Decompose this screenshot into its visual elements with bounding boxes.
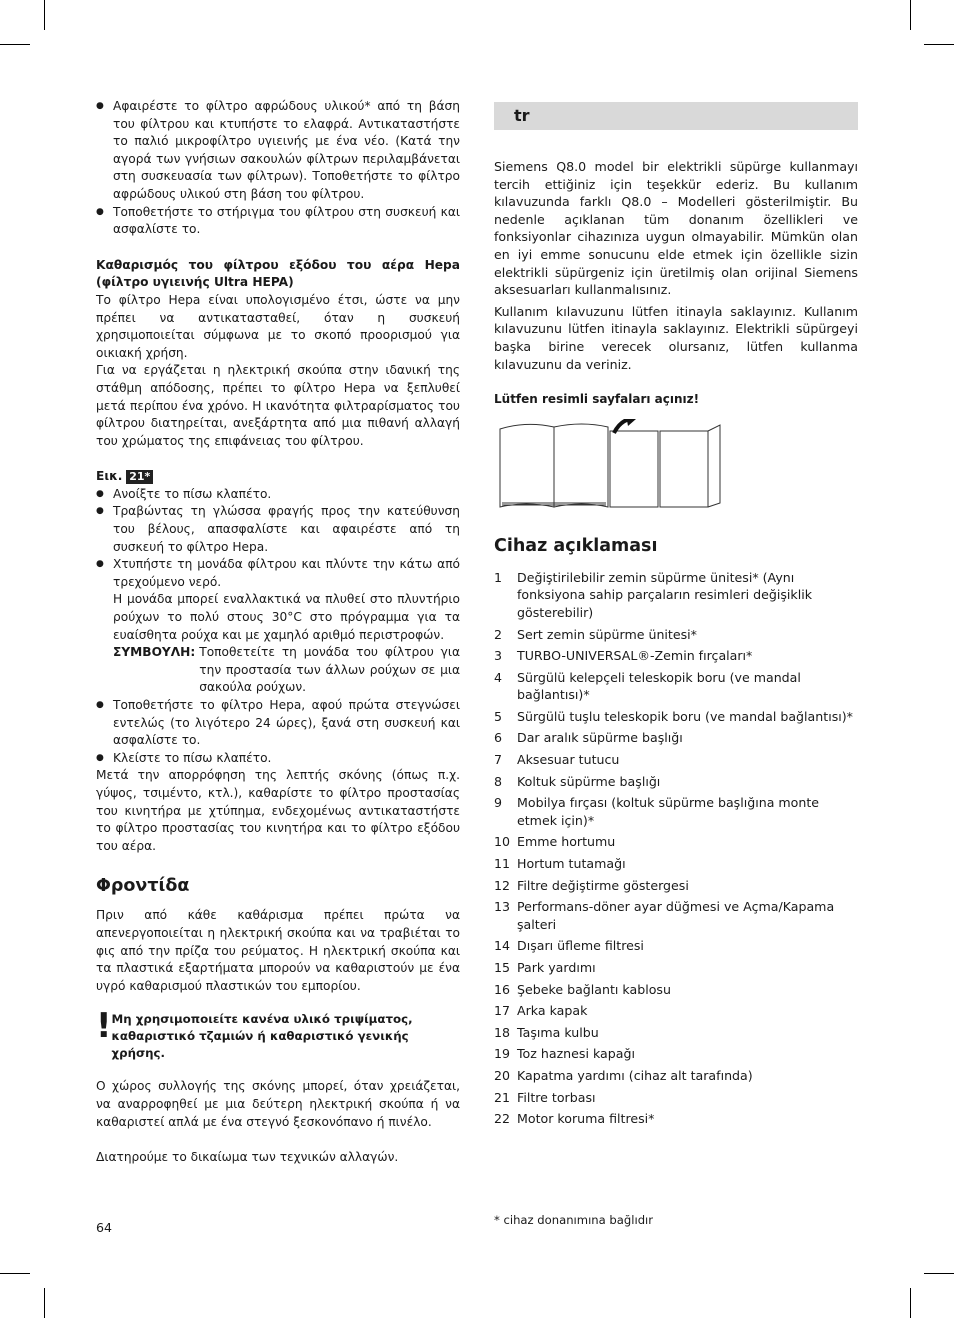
figure-number-badge: 21* xyxy=(126,470,153,484)
warning-text: Μη χρησιμοποιείτε κανένα υλικό τριψίματος, καθαριστικό τζαμιών ή καθαριστικό γενικής χρήσης. xyxy=(111,1012,413,1061)
list-item: 6 Dar aralık süpürme başlığı xyxy=(494,730,683,746)
paragraph: Το φίλτρο Hepa είναι υπολογισμένο έτσι, ώστε να μην πρέπει να αντικατασταθεί, όταν η συσκευή χρησιμοποιείται σύμφωνα με το σκοπό προορισμού για οικιακή χρήση. xyxy=(96,292,460,360)
list-item: 19 Toz haznesi kapağı xyxy=(494,1046,635,1062)
crop-mark xyxy=(910,0,911,30)
paragraph: Ο χώρος συλλογής της σκόνης μπορεί, όταν χρειάζεται, να αναρροφηθεί με μια δεύτερη ηλεκτρική σκούπα ή να καθαριστεί απλά με ένα στεγνό ξεσκονόπανο ή πινέλο. xyxy=(96,1079,460,1129)
paragraph: Kullanım kılavuzunu lütfen itinayla saklayınız. Kullanım kılavuzunu lütfen itinayla saklayınız. Elektrikli süpürgeyi başka birine verecek olursanız, lütfen kullanma kılavuzunu da veriniz. xyxy=(494,303,858,372)
list-item: 20 Kapatma yardımı (cihaz alt tarafında) xyxy=(494,1067,753,1083)
paragraph: Μετά την απορρόφηση της λεπτής σκόνης (όπως π.χ. γύψος, τσιμέντο, κτλ.), καθαρίστε το φίλτρο προστασίας του κινητήρα με χτύπημα, ενδεχομένως αντικαταστήστε το φίλτρο προστασίας του κινητήρα και το φίλτρο εξόδου του αέρα. xyxy=(96,768,460,853)
language-bar: tr xyxy=(494,102,858,130)
list-item: 17 Arka kapak xyxy=(494,1003,588,1019)
section-title: Cihaz açıklaması xyxy=(494,535,658,556)
crop-mark xyxy=(924,1273,954,1274)
tip-text: Τοποθετείτε τη μονάδα του φίλτρου για την προστασία των άλλων ρούχων σε μια σακούλα ρούχων. xyxy=(199,645,460,695)
list-item: ● Τοποθετήστε το φίλτρο Hepa, αφού πρώτα στεγνώσει εντελώς (το λιγότερο 24 ώρες), ξανά στη συσκευή και ασφαλίστε το. xyxy=(96,697,460,750)
list-item: 21 Filtre torbası xyxy=(494,1089,596,1105)
paragraph: Siemens Q8.0 model bir elektrikli süpürge kullanmayı tercih ettiğiniz için teşekkür ederiz. Bu kullanım kılavuzunda farklı Q8.0 – Modelleri gösterilmiştir. Bu nedenle açıklanan tüm donanım özellikleri ve fonksiyonlar cihazınıza uygun olmayabilir. Mümkün olan en iyi emme sonucunu elde etmek için özellikle sizin elektrikli süpürgeniz için üretilmiş olan orijinal Siemens aksesuarları kullanmalısınız. xyxy=(494,159,858,298)
turkish-column xyxy=(494,98,858,1132)
page-number: 64 xyxy=(96,1220,113,1235)
figure-reference xyxy=(96,468,460,486)
crop-mark xyxy=(924,44,954,45)
paragraph: Πριν από κάθε καθάρισμα πρέπει πρώτα να απενεργοποιείται η ηλεκτρική σκούπα και να τραβιέται το φις από την πρίζα του ρεύματος. Η ηλεκτρική σκούπα και τα πλαστικά εξαρτήματα μπορούν να καθαριστούν με ένα υγρό καθαρισμού πλαστικών του εμπορίου. xyxy=(96,908,460,993)
crop-mark xyxy=(910,1288,911,1318)
list-item: 8 Koltuk süpürme başlığı xyxy=(494,773,661,789)
list-item: 2 Sert zemin süpürme ünitesi* xyxy=(494,626,697,642)
footnote: * cihaz donanımına bağlıdır xyxy=(494,1213,654,1227)
hepa-heading: Καθαρισμός του φίλτρου εξόδου του αέρα Hepa (φίλτρο υγιεινής Ultra HEPA) xyxy=(96,257,460,290)
list-item: 4 Sürgülü kelepçeli teleskopik boru (ve mandal bağlantısı)* xyxy=(494,669,801,703)
open-pages-illustration xyxy=(496,419,726,509)
care-heading: Φροντίδα xyxy=(96,876,190,897)
list-item: 15 Park yardımı xyxy=(494,960,596,975)
list-item: ● Αφαιρέστε το φίλτρο αφρώδους υλικού* από τη βάση του φίλτρου και κτυπήστε το ελαφρά. Αντικαταστήστε το παλιό μικροφίλτρο υγιεινής με ένα νέο. (Κατά την αγορά των γνήσιων σακουλών φίλτρων περιλαμβάνεται στη συσκευασία των φίλτρων). Τοποθετήστε το φίλτρο αφρώδους υλικού στη βάση του φίλτρου. xyxy=(96,98,460,204)
greek-column xyxy=(96,98,460,1167)
list-item: 3 TURBO-UNIVERSAL®-Zemin fırçaları* xyxy=(494,648,753,664)
crop-mark xyxy=(0,1273,30,1274)
list-item: 1 Değiştirilebilir zemin süpürme ünitesi* (Aynı fonksiyona sahip parçaların resimleri değişiklik gösterebilir) xyxy=(494,569,813,620)
list-item: 10 Emme hortumu xyxy=(494,834,616,850)
book-right-page xyxy=(554,424,608,507)
fold-page-3 xyxy=(708,425,720,507)
list-item: ● Τοποθετήστε το στήριγμα του φίλτρου στη συσκευή και ασφαλίστε το. xyxy=(96,204,460,239)
list-item: 14 Dışarı üfleme filtresi xyxy=(494,938,644,954)
tip xyxy=(96,644,460,697)
crop-mark xyxy=(0,44,30,45)
list-item: 12 Filtre değiştirme göstergesi xyxy=(494,877,689,893)
figure-label: Εικ. xyxy=(96,469,123,484)
list-item: ● Χτυπήστε τη μονάδα φίλτρου και πλύντε την κάτω από τρεχούμενο νερό. xyxy=(96,556,460,591)
list-item: 7 Aksesuar tutucu xyxy=(494,752,620,768)
list-item: ● Κλείστε το πίσω κλαπέτο. xyxy=(96,750,460,768)
book-left-page xyxy=(500,424,554,507)
list-item: ● Τραβώντας τη γλώσσα φραγής προς την κατεύθυνση του βέλους, απασφαλίστε και αφαιρέστε από τη συσκευή το φίλτρο Hepa. xyxy=(96,503,460,556)
list-item: 9 Mobilya fırçası (koltuk süpürme başlığına monte etmek için)* xyxy=(494,795,820,828)
list-item: ● Ανοίξτε το πίσω κλαπέτο. xyxy=(96,486,460,504)
warning-box xyxy=(96,1006,460,1062)
list-item: 16 Şebeke bağlantı kablosu xyxy=(494,981,671,997)
fold-page-2 xyxy=(660,431,708,507)
paragraph: Για να εργάζεται η ηλεκτρική σκούπα στην ιδανική της στάθμη απόδοσης, πρέπει το φίλτρο Hepa να ξεπλυθεί μετά περίπου ένα χρόνο. Η ικανότητα φιλτραρίσματος του φίλτρου διατηρείται, ανεξάρτητα από μια πιθανή αλλαγή του χρώματος της επιφάνειας του φίλτρου. xyxy=(96,363,460,448)
parts-list xyxy=(494,569,858,1128)
warning-icon: ! xyxy=(96,1006,112,1047)
list-item: 22 Motor koruma filtresi* xyxy=(494,1111,655,1127)
crop-mark xyxy=(44,0,45,30)
list-item: 18 Taşıma kulbu xyxy=(494,1024,599,1040)
list-item: 13 Performans-döner ayar düğmesi ve Açma/Kapama şalteri xyxy=(494,899,835,932)
fold-page-1 xyxy=(610,431,658,507)
wash-note: Η μονάδα μπορεί εναλλακτικά να πλυθεί στο πλυντήριο ρούχων το πολύ στους 30°C στο πρόγραμμα για τα ευαίσθητα ρούχα και με χαμηλό αριθμό περιστροφών. xyxy=(113,592,460,642)
list-item: 11 Hortum tutamağı xyxy=(494,856,626,872)
tip-label: ΣΥΜΒΟΥΛΗ: xyxy=(113,645,196,660)
crop-mark xyxy=(44,1288,45,1318)
list-item: 5 Sürgülü tuşlu teleskopik boru (ve mandal bağlantısı)* xyxy=(494,708,853,724)
rights-notice: Διατηρούμε το δικαίωμα των τεχνικών αλλαγών. xyxy=(96,1150,399,1165)
open-pages-note: Lütfen resimli sayfaları açınız! xyxy=(494,392,700,407)
